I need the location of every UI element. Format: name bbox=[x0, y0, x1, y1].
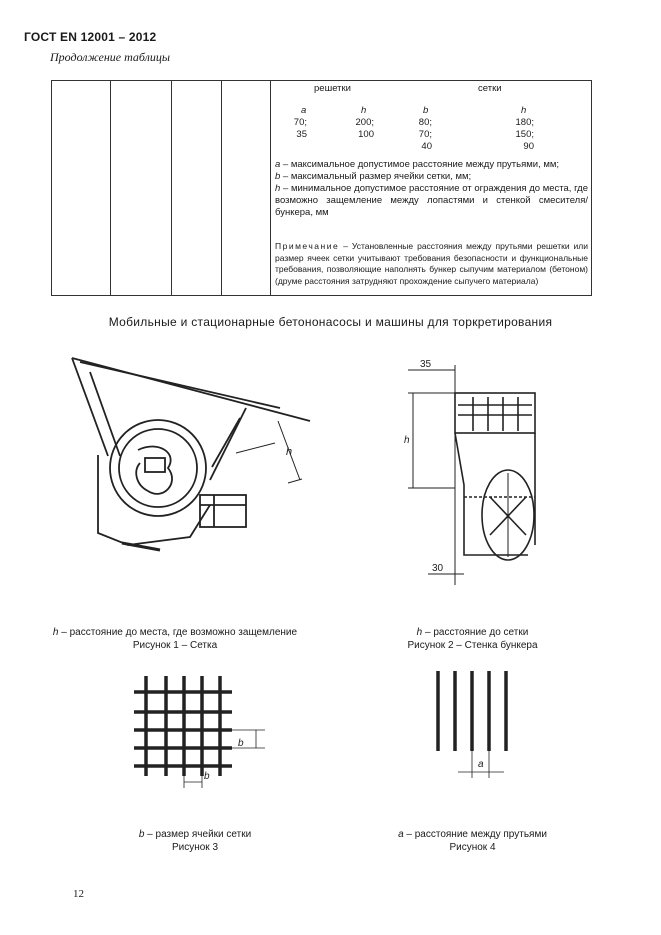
dimension-extension bbox=[288, 479, 302, 483]
mixer-drum-inner bbox=[119, 429, 197, 507]
figure-2-title: Рисунок 2 – Стенка бункера bbox=[407, 640, 538, 651]
dimension-extension bbox=[236, 443, 275, 453]
mixer-blade bbox=[136, 446, 172, 493]
figure-3-caption bbox=[100, 828, 290, 854]
value: 40 bbox=[421, 141, 432, 152]
header-setki: сетки bbox=[478, 83, 502, 94]
page-number: 12 bbox=[73, 888, 84, 900]
values-h2 bbox=[494, 117, 534, 153]
shaft-hub bbox=[145, 458, 165, 472]
label-b: b bbox=[238, 738, 244, 749]
figure-4-drawing bbox=[418, 665, 528, 785]
figure-3-drawing bbox=[130, 672, 275, 792]
definition-h: h – минимальное допустимое расстояние от ограждения до места, где возможно защемление между лопастями и стенкой смесителя/бункера, мм bbox=[275, 183, 588, 218]
hopper-box bbox=[455, 393, 535, 433]
definition-b: b – максимальный размер ячейки сетки, мм; bbox=[275, 171, 472, 182]
hopper-right-wall bbox=[210, 408, 246, 480]
value: 180; bbox=[515, 117, 534, 128]
values-a bbox=[272, 117, 307, 141]
hopper-grid-edge bbox=[80, 362, 280, 408]
table-column-divider bbox=[270, 81, 271, 295]
figure-1-legend: h – расстояние до места, где возможно защемление bbox=[52, 627, 298, 638]
table-column-divider bbox=[171, 81, 172, 295]
figure-3-title: Рисунок 3 bbox=[171, 842, 219, 853]
label-b: b bbox=[204, 771, 210, 782]
section-title: Мобильные и стационарные бетононасосы и машины для торкретирования bbox=[108, 315, 553, 329]
hopper-right-inner bbox=[212, 418, 240, 467]
label-30: 30 bbox=[432, 563, 444, 574]
values-b bbox=[397, 117, 432, 153]
table-note: Примечание – Установленные расстояния между прутьями решетки или размер ячеек сетки учитывают требования безопасности и функциональные требования, позволяющие наполнять бункер сыпучим материалом (бетоном) (друме расстояния затрудняют прохождение сыпучего материала) bbox=[275, 241, 588, 286]
figure-2-legend: h – расстояние до сетки bbox=[416, 627, 529, 638]
figure-4-title: Рисунок 4 bbox=[449, 842, 496, 853]
value: 80; bbox=[418, 117, 432, 128]
figure-3-legend: b – размер ячейки сетки bbox=[138, 829, 252, 840]
value: 100 bbox=[358, 129, 374, 140]
value: 150; bbox=[515, 129, 534, 140]
table-column-divider bbox=[221, 81, 222, 295]
definitions bbox=[275, 159, 588, 219]
standard-number: ГОСТ EN 12001 – 2012 bbox=[24, 30, 157, 44]
label-a: a bbox=[478, 759, 484, 770]
figure-2-caption bbox=[360, 626, 585, 652]
values-h bbox=[334, 117, 374, 141]
hopper-wall bbox=[455, 433, 528, 555]
figure-1-drawing bbox=[60, 355, 320, 555]
label-h: h bbox=[404, 435, 410, 446]
table-continuation-label: Продолжение таблицы bbox=[50, 50, 171, 64]
figure-4-legend: a – расстояние между прутьями bbox=[398, 829, 547, 840]
label-h: h bbox=[286, 446, 293, 458]
value: 70; bbox=[293, 117, 307, 128]
value: 35 bbox=[296, 129, 307, 140]
symbol-b: b bbox=[423, 105, 429, 116]
symbol-h: h bbox=[361, 105, 367, 116]
value: 70; bbox=[418, 129, 432, 140]
label-35: 35 bbox=[420, 359, 432, 370]
symbol-a: a bbox=[301, 105, 307, 116]
figure-1-caption bbox=[40, 626, 310, 652]
definition-a: a – максимальное допустимое расстояние между прутьями, мм; bbox=[275, 159, 560, 170]
figure-2-drawing bbox=[398, 355, 558, 590]
mixer-drum-outer bbox=[110, 420, 206, 516]
table-column-divider bbox=[110, 81, 111, 295]
value: 90 bbox=[523, 141, 534, 152]
figure-1-title: Рисунок 1 – Сетка bbox=[132, 640, 218, 651]
symbol-h: h bbox=[521, 105, 527, 116]
value: 200; bbox=[355, 117, 374, 128]
continued-table bbox=[51, 80, 592, 296]
hopper-inner-wall bbox=[90, 372, 120, 456]
header-reshetki: решетки bbox=[314, 83, 351, 94]
figure-4-caption bbox=[370, 828, 575, 854]
